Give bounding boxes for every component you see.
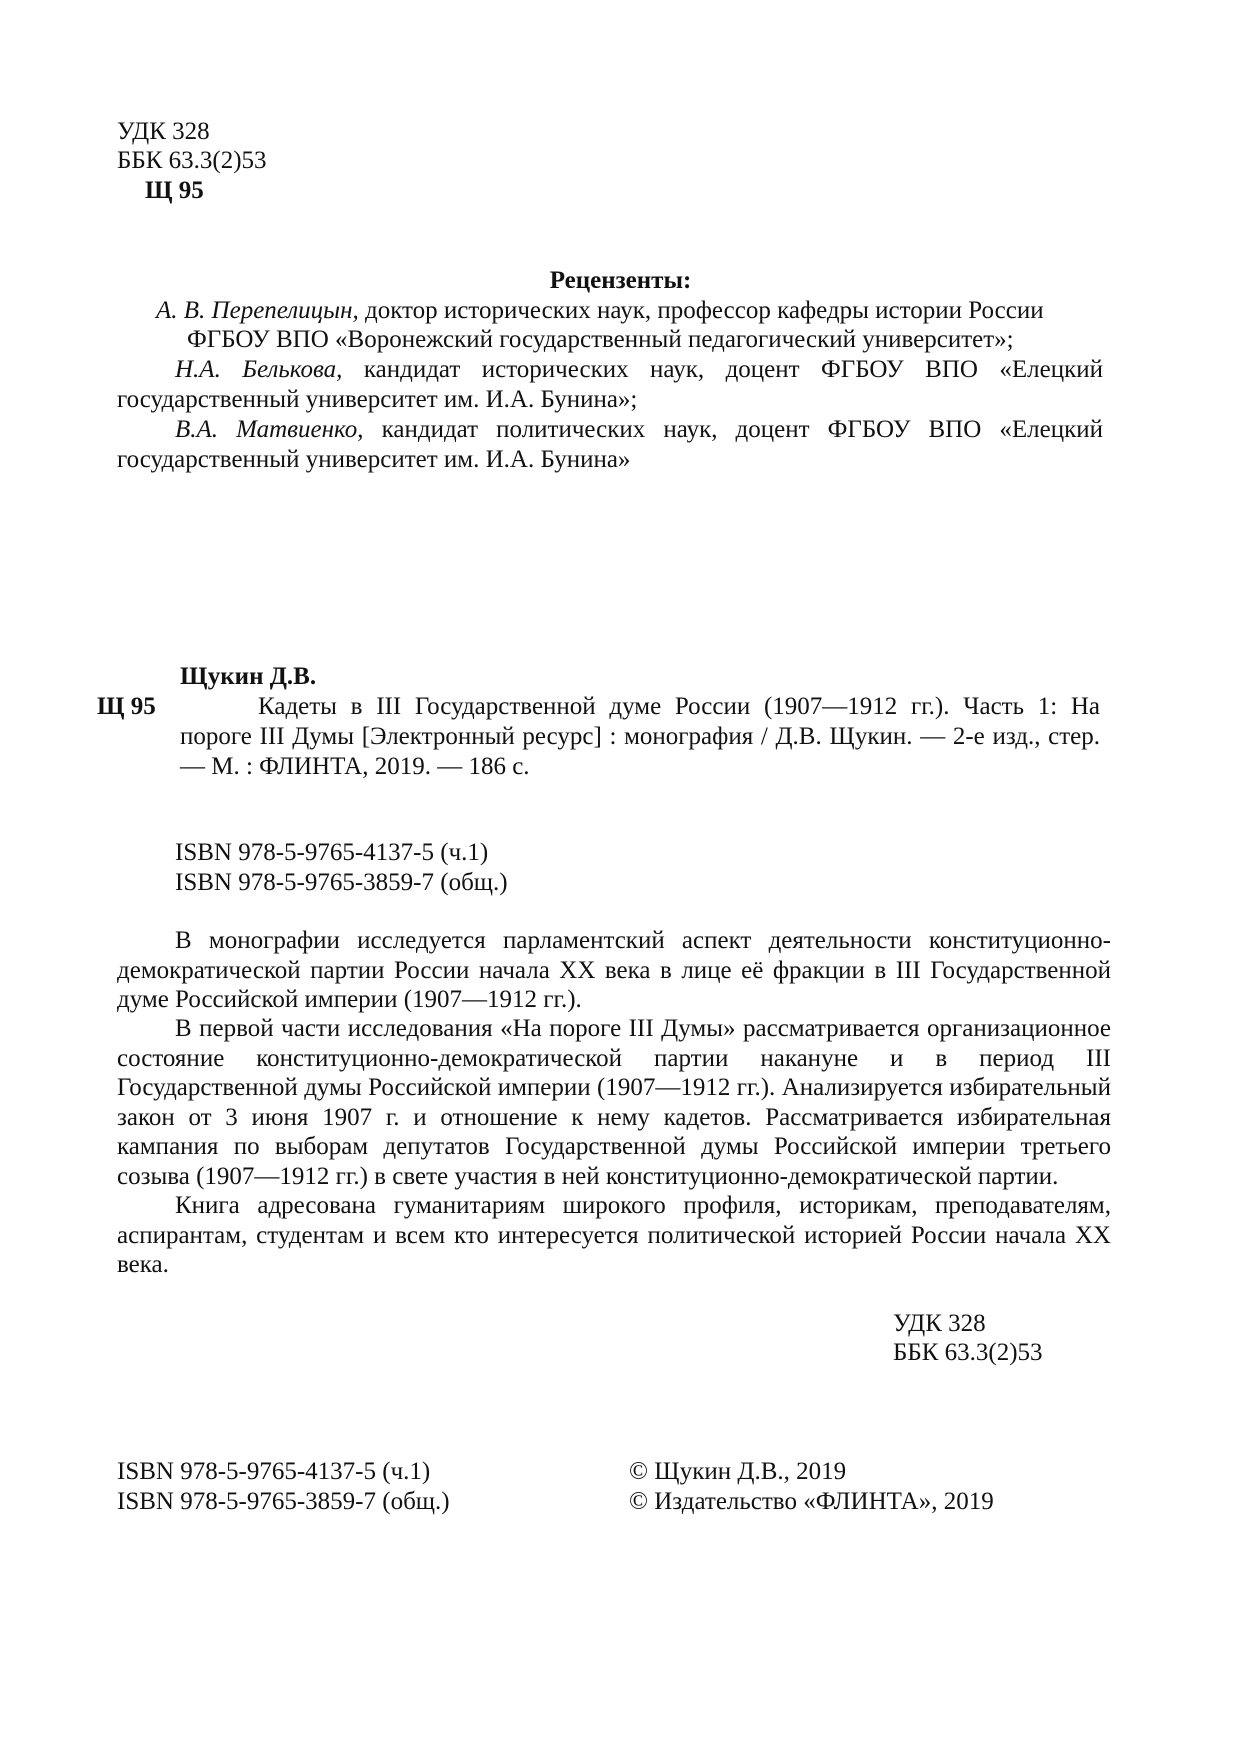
footer-copyright-author: © Щукин Д.В., 2019 (629, 1458, 847, 1485)
header-udk: УДК 328 (117, 118, 210, 145)
abstract-paragraph-3: Книга адресована гуманитариям широкого профиля, историкам, преподавателям, аспирантам, студентам и всем кто интересуется политической историей России начала XX века. (117, 1192, 1111, 1278)
reviewer-2-text: кандидат исторических наук, доцент ФГБОУ ВПО «Елецкий государственный университет им. И.А. Бунина»; (117, 356, 1104, 413)
record-author: Щукин Д.В. (180, 663, 317, 690)
reviewer-3-text: , кандидат политических наук, доцент ФГБОУ ВПО «Елецкий государственный университет им. И.А. Бунина» (117, 416, 1103, 473)
header-code: Щ 95 (145, 177, 204, 204)
classification-udk: УДК 328 (893, 1310, 986, 1337)
reviewer-3 (117, 415, 1103, 474)
reviewer-2-name: Н.А. Белькова, (175, 356, 343, 383)
reviewer-3-name: В.А. Матвиенко (175, 416, 358, 443)
reviewers-title: Рецензенты: (549, 267, 692, 294)
reviewer-1-line2: ФГБОУ ВПО «Воронежский государственный педагогический университет»; (187, 326, 1014, 353)
reviewer-2 (117, 355, 1103, 414)
record-code: Щ 95 (97, 693, 156, 720)
header-bbk: ББК 63.3(2)53 (117, 147, 267, 174)
reviewer-1 (156, 296, 1044, 325)
abstract-paragraph-1: В монографии исследуется парламентский аспект деятельности конституционно-демократической партии России начала XX века в лице её фракции в III Государственной думе Российской империи (1907—1912 гг.). (117, 927, 1111, 1013)
footer-isbn-1: ISBN 978-5-9765-4137-5 (ч.1) (117, 1458, 431, 1485)
footer-isbn-2: ISBN 978-5-9765-3859-7 (общ.) (117, 1488, 450, 1515)
classification-bbk: ББК 63.3(2)53 (893, 1339, 1043, 1366)
abstract-paragraph-2: В первой части исследования «На пороге III Думы» рассматривается организационное состояние конституционно-демократической партии накануне и в период III Государственной думы Российской империи (1907—1912 гг.). Анализируется избирательный закон от 3 июня 1907 г. и отношение к нему кадетов. Рассматривается избирательная кампания по выборам депутатов Государственной думы Российской империи третьего созыва (1907—1912 гг.) в свете участия в ней конституционно-демократической партии. (117, 1015, 1111, 1190)
reviewer-1-line1: доктор исторических наук, профессор кафедры истории России (358, 297, 1044, 324)
reviewer-1-name: А. В. Перепелицын, (156, 297, 359, 324)
record-isbn-1: ISBN 978-5-9765-4137-5 (ч.1) (175, 839, 489, 866)
footer-copyright-publisher: © Издательство «ФЛИНТА», 2019 (629, 1488, 994, 1515)
record-isbn-2: ISBN 978-5-9765-3859-7 (общ.) (175, 869, 508, 896)
record-description: Кадеты в III Государственной думе России (1907—1912 гг.). Часть 1: На пороге III Думы [Электронный ресурс] : монография / Д.В. Щукин. — 2-е изд., стер. — М. : ФЛИНТА, 2019. — 186 с. (180, 693, 1100, 780)
